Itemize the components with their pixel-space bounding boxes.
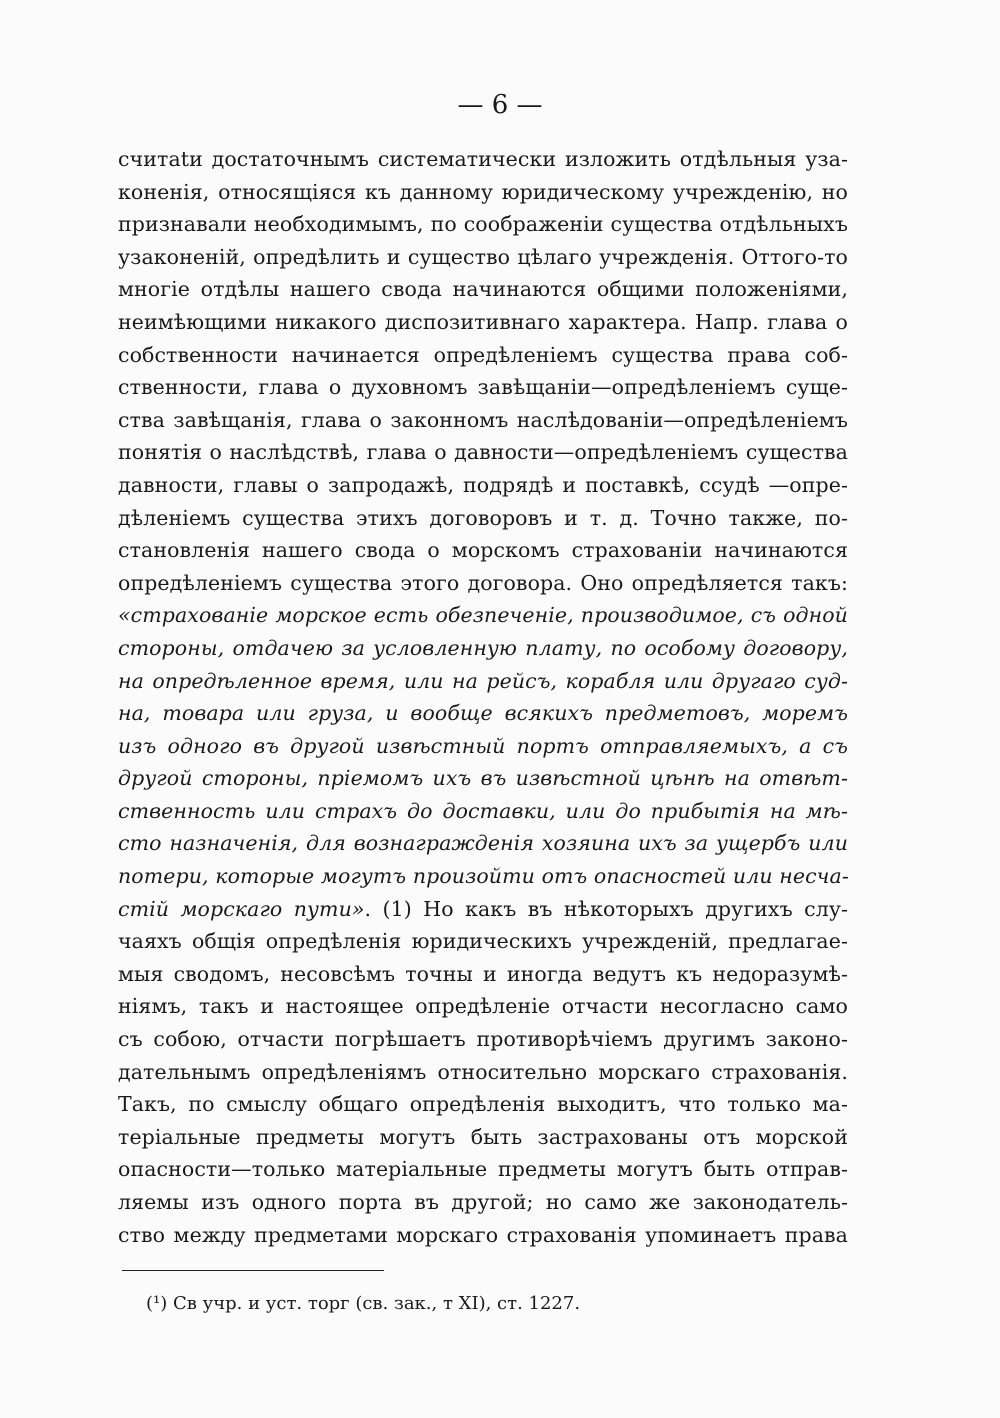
text-line-rest: . (1) Но какъ въ нѣкоторыхъ другихъ слу- (364, 896, 849, 921)
text-line: изъ одного въ другой извѣстный портъ отправляемыхъ, а съ (118, 733, 848, 758)
text-line: ственности, глава о духовномъ завѣщаніи—опредѣленіемъ суще- (118, 375, 848, 400)
text-line: стороны, отдачею за условленную плату, по особому договору, (118, 635, 848, 660)
text-line: ство между предметами морскаго страхованія упоминаетъ права (118, 1222, 848, 1247)
text-line: становленія нашего свода о морскомъ страхованіи начинаются (118, 538, 848, 563)
text-line: на, товара или груза, и вообще всякихъ предметовъ, моремъ (118, 701, 848, 726)
text-line: ляемы изъ одного порта въ другой; но само же законодатель- (118, 1190, 848, 1214)
text-line: ственность или страхъ до доставки, или до прибытія на мѣ- (118, 798, 848, 823)
text-line: чаяхъ общія опредѣленія юридическихъ учрежденій, предлагае- (118, 929, 848, 954)
text-line: коненія, относящіяся къ данному юридическому учрежденію, но (118, 179, 848, 204)
text-line: опасности—только матеріальные предметы могутъ быть отправ- (118, 1157, 848, 1182)
text-line: понятія о наслѣдствѣ, глава о давности—опредѣленіемъ существа (118, 440, 848, 465)
text-line: теріальные предметы могутъ быть застрахованы отъ морской (118, 1124, 848, 1149)
text-line: собственности начинается опредѣленіемъ существа права соб- (118, 342, 848, 367)
footnote-divider (122, 1270, 384, 1271)
page-number: — 6 — (457, 90, 543, 120)
text-line (118, 893, 848, 926)
text-line: считаtи достаточнымъ систематически изложить отдѣльныя уза- (118, 147, 848, 171)
body-text (118, 143, 848, 1251)
text-line: ства завѣщанія, глава о законномъ наслѣдованіи—опредѣленіемъ (118, 407, 848, 432)
text-line: «страхованіе морское есть обезпеченіе, производимое, съ одной (118, 603, 848, 628)
text-line: давности, главы о запродажѣ, подрядѣ и поставкѣ, ссудѣ —опре- (118, 472, 848, 497)
text-line: сто назначенія, для вознагражденія хозяина ихъ за ущербъ или (118, 831, 848, 856)
text-line: опредѣленіемъ существа этого договора. Оно опредѣляется такъ: (118, 570, 848, 595)
text-line: неимѣющими никакого диспозитивнаго характера. Напр. глава о (118, 309, 848, 334)
text-line: потери, которые могутъ произойти отъ опасностей или несча- (118, 864, 849, 889)
text-line: узаконеній, опредѣлить и существо цѣлаго учрежденія. Оттого-то (118, 244, 848, 269)
text-line: дѣленіемъ существа этихъ договоровъ и т. д. Точно также, по- (118, 505, 848, 530)
text-line-italic-part: стій морскаго пути» (118, 896, 365, 921)
text-line: признавали необходимымъ, по соображеніи существа отдѣльныхъ (118, 212, 848, 237)
text-line: дательнымъ опредѣленіямъ относительно морскаго страхованія. (118, 1059, 848, 1084)
text-line: другой стороны, пріемомъ ихъ въ извѣстной цѣнѣ на отвѣт- (118, 766, 848, 791)
text-line: ніямъ, такъ и настоящее опредѣленіе отчасти несогласно само (118, 994, 848, 1019)
text-line: Такъ, по смыслу общаго опредѣленія выходитъ, что только ма- (118, 1092, 848, 1117)
text-line: мыя сводомъ, несовсѣмъ точны и иногда ведутъ къ недоразумѣ- (118, 961, 848, 986)
text-line: съ собою, отчасти погрѣшаетъ противорѣчіемъ другимъ законо- (118, 1027, 848, 1052)
text-line: на опредѣленное время, или на рейсъ, корабля или другаго суд- (118, 668, 848, 693)
footnote: (¹) Св учр. и уст. торг (св. зак., т XI), ст. 1227. (146, 1293, 581, 1314)
text-line: многіе отдѣлы нашего свода начинаются общими положеніями, (118, 277, 848, 302)
